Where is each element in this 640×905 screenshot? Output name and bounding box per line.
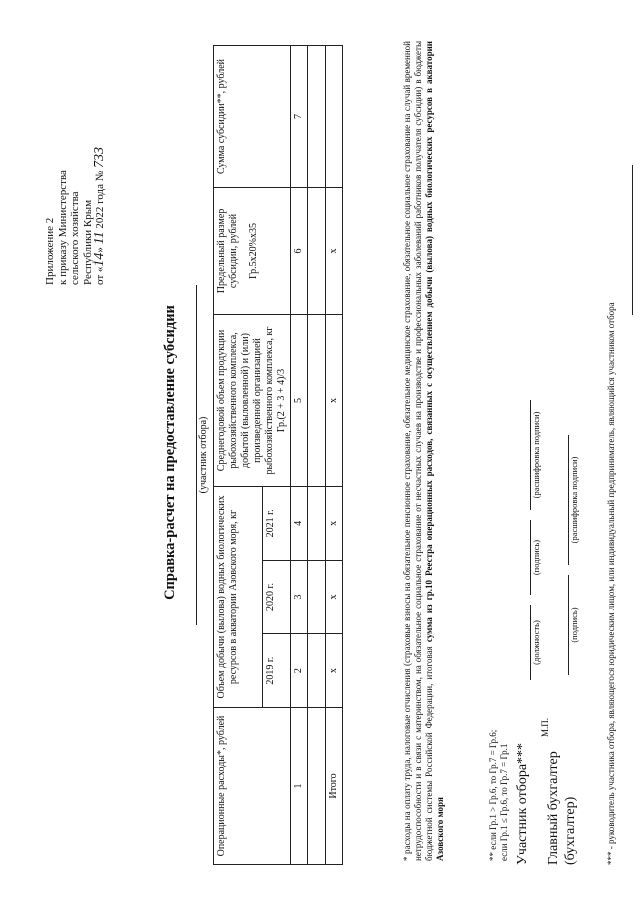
col-num: 6 bbox=[291, 188, 308, 315]
appendix-line-2: к приказу Министерства bbox=[56, 170, 69, 285]
handwritten-month: 11 bbox=[92, 231, 107, 245]
col-num: 2 bbox=[291, 634, 308, 708]
appendix-line-4: Республики Крым bbox=[81, 199, 94, 285]
document-title: Справка-расчет на предоставление субсидии bbox=[162, 305, 178, 600]
col-num: 3 bbox=[291, 560, 308, 634]
header-year-2020: 2020 г. bbox=[262, 560, 290, 634]
table-cell bbox=[308, 634, 326, 708]
participant-signature-label: Участник отбора*** bbox=[515, 742, 530, 865]
x-mark: х bbox=[326, 315, 343, 487]
accountant-signature-line: (подпись) bbox=[568, 575, 579, 675]
x-mark: х bbox=[326, 560, 343, 634]
handwritten-day: 14 bbox=[92, 252, 107, 267]
header-year-2021: 2021 г. bbox=[262, 487, 290, 561]
calculation-conditions: ** если Гр.1 > Гр.6, то Гр.7 = Гр.6; если Гр.1 ≤ Гр.6, то Гр.7 = Гр.1 bbox=[488, 729, 509, 861]
header-subsidy-sum: Сумма субсидии**, рублей bbox=[214, 46, 291, 188]
accountant-signature-label: Главный бухгалтер (бухгалтер) bbox=[546, 751, 578, 865]
appendix-line-3: сельского хозяйства bbox=[69, 191, 81, 285]
signature-line: (подпись) bbox=[530, 520, 541, 595]
col-num: 5 bbox=[291, 315, 308, 487]
participant-caption: (участник отбора) bbox=[198, 416, 209, 494]
x-mark: х bbox=[326, 188, 343, 315]
appendix-header bbox=[44, 55, 107, 285]
table-cell bbox=[308, 708, 326, 865]
appendix-line-1: Приложение 2 bbox=[44, 217, 56, 285]
header-catch-volume: Объем добычи (вылова) водных биологических ресурсов в акватории Азовского моря, кг bbox=[214, 487, 263, 708]
column-number-row bbox=[291, 46, 308, 865]
table-cell bbox=[326, 46, 343, 188]
formula-col5: Гр.(2 + 3 + 4)/3 bbox=[276, 368, 287, 433]
table-cell bbox=[308, 315, 326, 487]
stamp-place-label: М.П. bbox=[540, 717, 550, 737]
total-row bbox=[326, 46, 343, 865]
col-num: 1 bbox=[291, 708, 308, 865]
position-line: (должность) bbox=[530, 605, 541, 680]
col-num: 4 bbox=[291, 487, 308, 561]
subsidy-calculation-table bbox=[213, 45, 343, 865]
data-row bbox=[308, 46, 326, 865]
formula-col6: Гр.5х20%х35 bbox=[248, 223, 259, 279]
footnote-participant: *** - руководитель участника отбора, являющегося юридическим лицом, или индивидуальный предприниматель, являющийся участником отбора bbox=[606, 302, 616, 865]
x-mark: х bbox=[326, 487, 343, 561]
appendix-date-line: от «14» 11 2022 года № 733 bbox=[92, 146, 107, 285]
accountant-decoding-line: (расшифровка подписи) bbox=[568, 435, 579, 565]
page-bottom-dash bbox=[632, 165, 633, 315]
footnote-bold: сумма из гр.10 Реестра операционных расходов, связанных с осуществлением добычи (вылова) водных биологических ресурсов в акватории Азовского моря bbox=[424, 41, 445, 861]
x-mark: х bbox=[326, 634, 343, 708]
table-cell bbox=[308, 487, 326, 561]
handwritten-order-number: 733 bbox=[92, 146, 107, 168]
header-average-volume: Среднегодовой объем продукции рыбохозяйственного комплекса, добытой (выловленной) и (или) произведенной организацией рыбохозяйственного комплекса, кг Гр.(2 + 3 + 4)/3 bbox=[214, 315, 291, 487]
total-label: Итого bbox=[326, 708, 343, 865]
table-cell bbox=[308, 46, 326, 188]
header-year-2019: 2019 г. bbox=[262, 634, 290, 708]
table-cell bbox=[308, 188, 326, 315]
header-operating-expenses: Операционные расходы*, рублей bbox=[214, 708, 291, 865]
table-cell bbox=[308, 560, 326, 634]
header-limit-size: Предельный размер субсидии, рублей Гр.5х20%х35 bbox=[214, 188, 291, 315]
footnote-expenses: * расходы на оплату труда, налоговые отчисления (страховые взносы на обязательное пенсионное страхование, обязательное медицинское страхование, обязательное социальное страхование на случай временной нетрудоспособности и в связи с материнством, на обязательное социальное страхование от несчастных случаев на производстве и профессиональных заболеваний работников получателя субсидии) в бюджеты бюджетной системы Российской Федерации, итоговая сумма из гр.10 Реестра операционных расходов, связанных с осуществлением добычи (вылова) водных биологических ресурсов в акватории Азовского моря bbox=[402, 41, 445, 861]
participant-underline bbox=[196, 285, 197, 625]
decoding-line: (расшифровка подписи) bbox=[530, 400, 541, 510]
col-num: 7 bbox=[291, 46, 308, 188]
